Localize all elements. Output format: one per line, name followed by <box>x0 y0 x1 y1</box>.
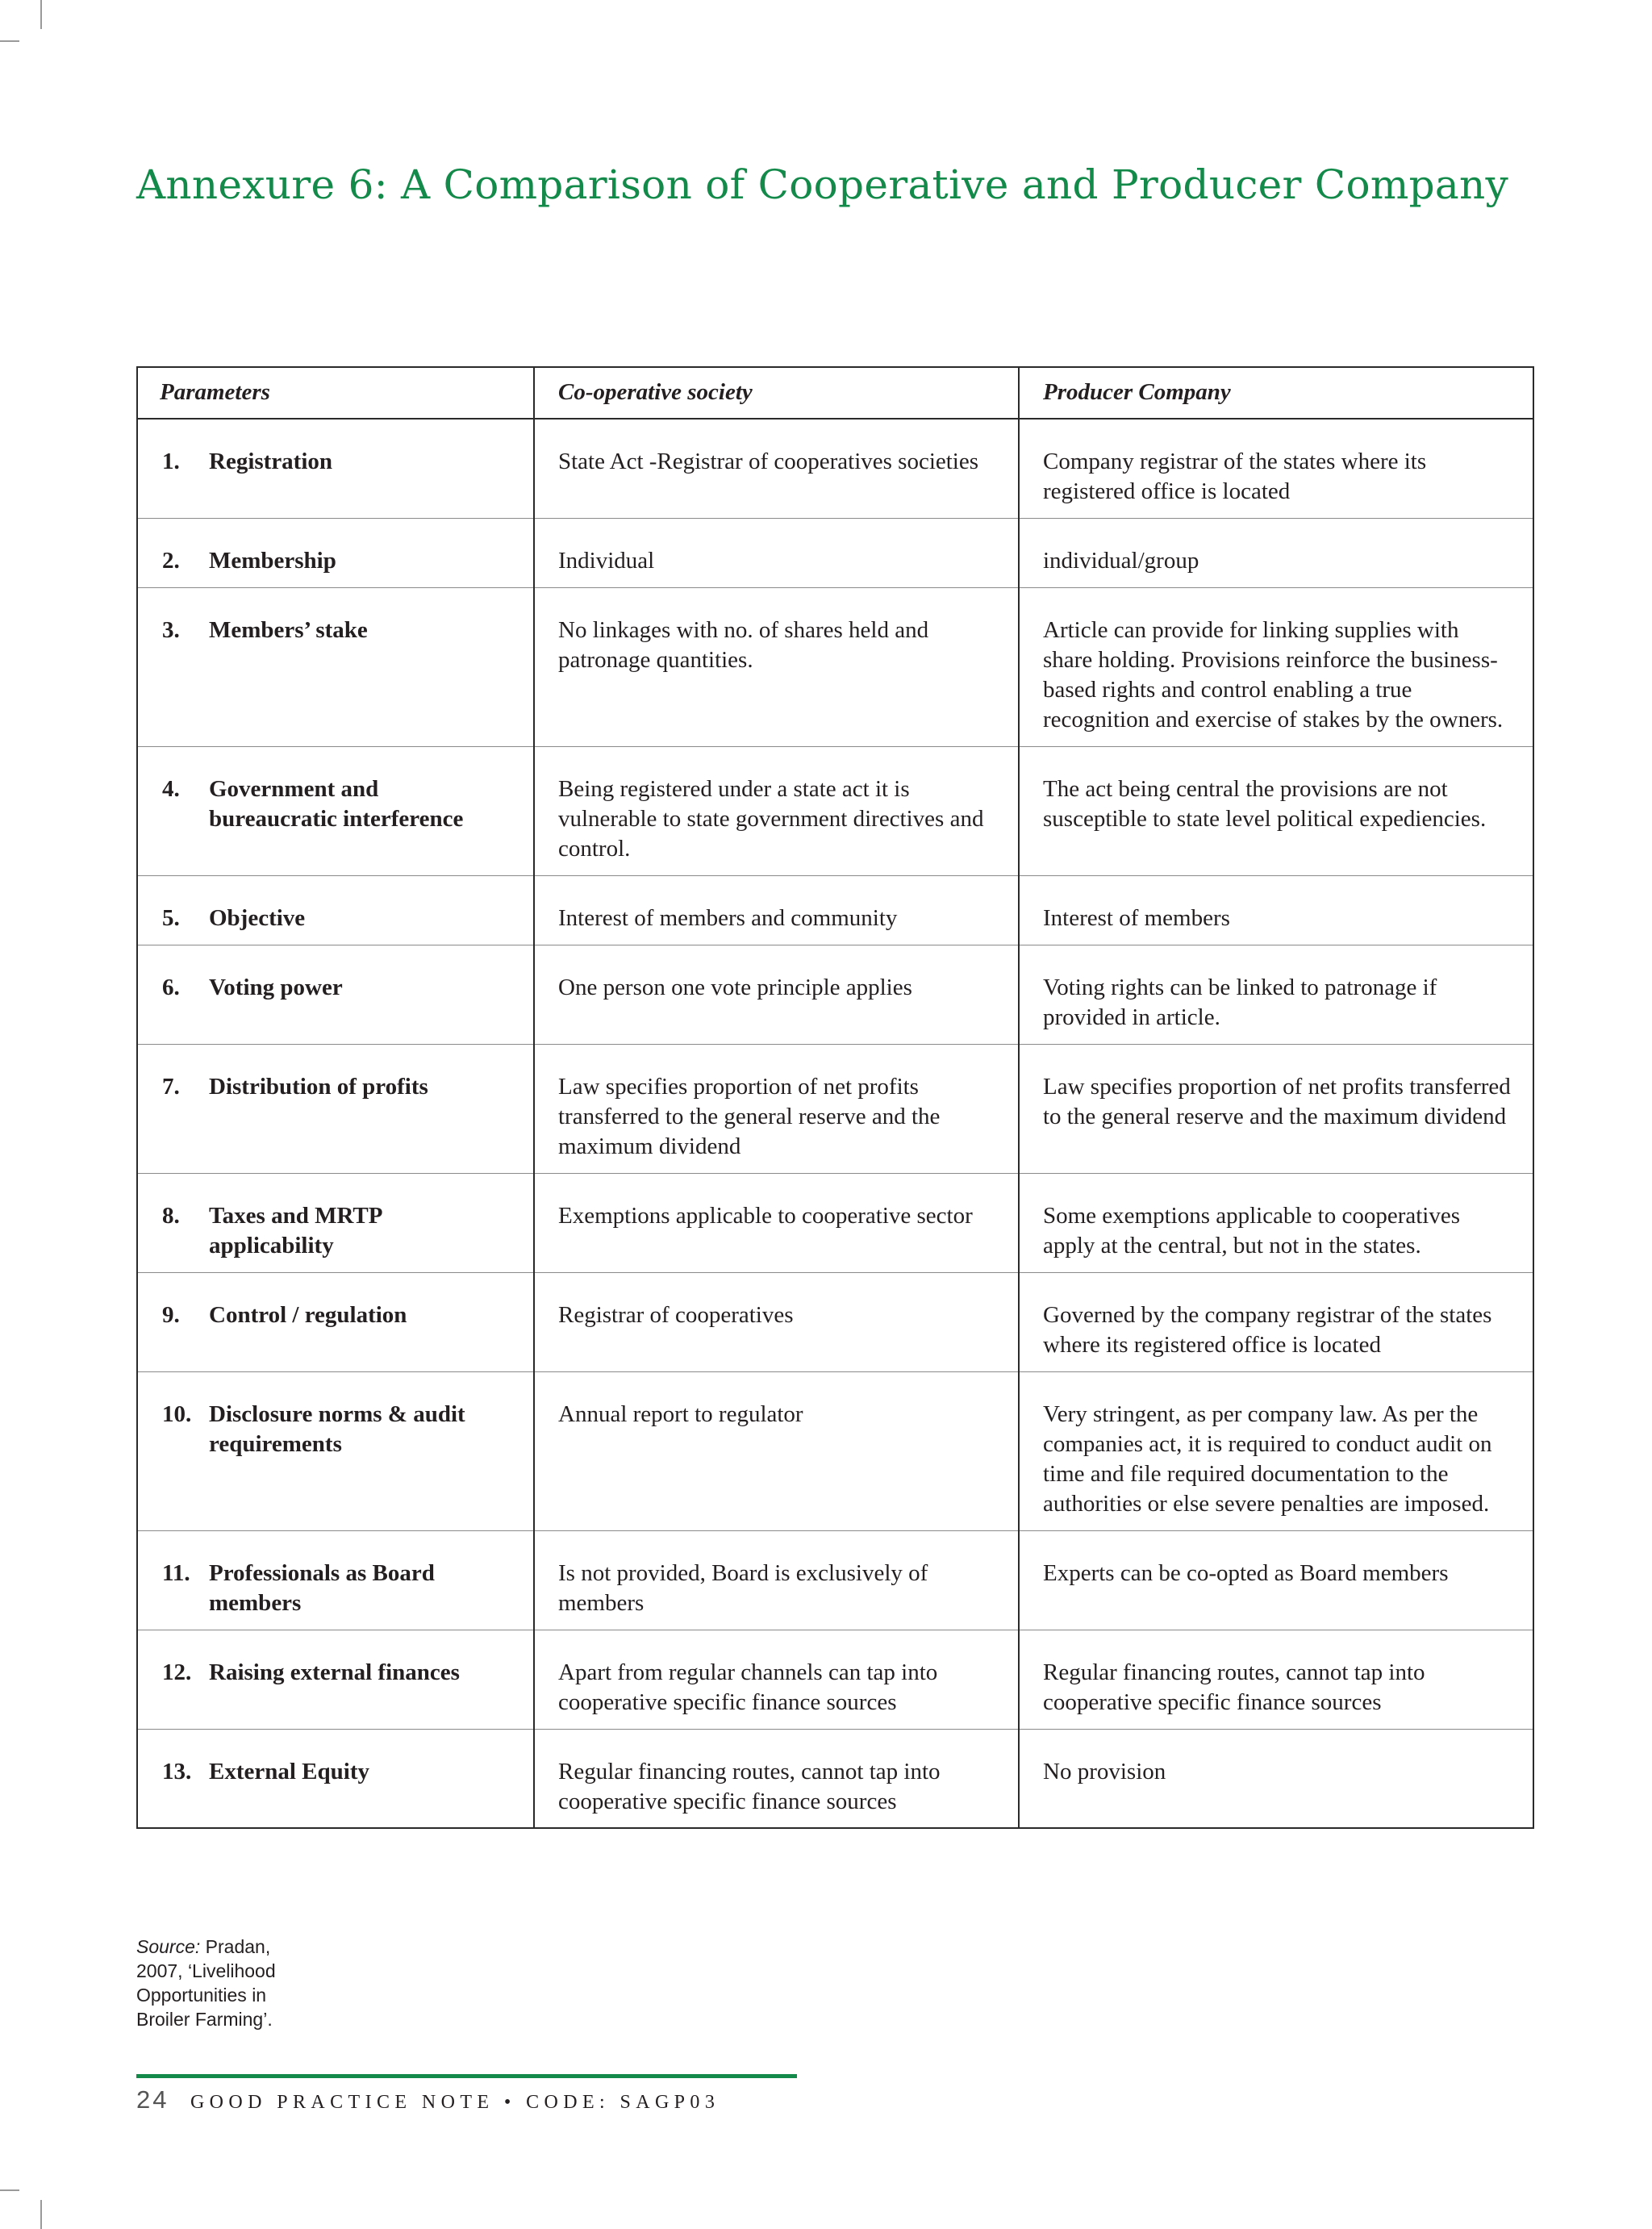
parameter-cell <box>136 747 534 876</box>
footer-text: GOOD PRACTICE NOTE • CODE: SAGP03 <box>190 2092 720 2113</box>
parameter-number: 4. <box>162 776 180 802</box>
cooperative-cell: State Act -Registrar of cooperatives societies <box>534 419 1019 519</box>
table-row <box>136 876 1534 945</box>
page-title: Annexure 6: A Comparison of Cooperative and Producer Company <box>136 161 1509 208</box>
parameter-label: Government and bureaucratic interference <box>209 776 464 832</box>
parameter-number: 5. <box>162 905 180 931</box>
cooperative-cell: Registrar of cooperatives <box>534 1273 1019 1372</box>
parameter-label: Disclosure norms & audit requirements <box>209 1401 465 1457</box>
parameter-cell <box>136 1531 534 1630</box>
producer-cell: No provision <box>1019 1730 1534 1829</box>
comparison-table <box>136 366 1534 1829</box>
table-body <box>136 419 1534 1829</box>
producer-cell: Interest of members <box>1019 876 1534 945</box>
parameter-label: Raising external finances <box>209 1659 460 1685</box>
producer-cell: Law specifies proportion of net profits transferred to the general reserve and the maximum dividend <box>1019 1045 1534 1174</box>
producer-cell: Experts can be co-opted as Board members <box>1019 1531 1534 1630</box>
producer-cell: Some exemptions applicable to cooperatives apply at the central, but not in the states. <box>1019 1174 1534 1273</box>
parameter-label: Taxes and MRTP applicability <box>209 1203 382 1259</box>
producer-cell: Voting rights can be linked to patronage if provided in article. <box>1019 945 1534 1045</box>
source-label: Source: <box>136 1936 201 1957</box>
parameter-cell <box>136 588 534 747</box>
parameter-number: 11. <box>162 1560 190 1586</box>
cooperative-cell: Apart from regular channels can tap into cooperative specific finance sources <box>534 1630 1019 1730</box>
cooperative-cell: Interest of members and community <box>534 876 1019 945</box>
header-cooperative-society: Co-operative society <box>534 366 1019 419</box>
parameter-label: Professionals as Board members <box>209 1560 435 1616</box>
table-row <box>136 1730 1534 1829</box>
table-row <box>136 747 1534 876</box>
table-row <box>136 519 1534 588</box>
parameter-cell <box>136 1730 534 1829</box>
cooperative-cell: One person one vote principle applies <box>534 945 1019 1045</box>
cooperative-cell: Exemptions applicable to cooperative sector <box>534 1174 1019 1273</box>
crop-mark-top-left-vertical <box>40 0 42 29</box>
parameter-label: Distribution of profits <box>209 1074 428 1100</box>
table-row <box>136 945 1534 1045</box>
parameter-cell <box>136 419 534 519</box>
parameter-cell <box>136 1630 534 1730</box>
source-note <box>136 1935 314 2031</box>
parameter-label: Membership <box>209 548 336 574</box>
table-row <box>136 1273 1534 1372</box>
parameter-cell <box>136 1273 534 1372</box>
cooperative-cell: Being registered under a state act it is vulnerable to state government directives and control. <box>534 747 1019 876</box>
cooperative-cell: Regular financing routes, cannot tap into cooperative specific finance sources <box>534 1730 1019 1829</box>
cooperative-cell: Annual report to regulator <box>534 1372 1019 1531</box>
header-producer-company: Producer Company <box>1019 366 1534 419</box>
crop-mark-bottom-left-horizontal <box>0 2189 19 2191</box>
parameter-number: 3. <box>162 617 180 643</box>
parameter-cell <box>136 1174 534 1273</box>
parameter-number: 12. <box>162 1659 192 1685</box>
table-row <box>136 419 1534 519</box>
producer-cell: Governed by the company registrar of the states where its registered office is located <box>1019 1273 1534 1372</box>
parameter-number: 6. <box>162 975 180 1000</box>
crop-mark-bottom-left-vertical <box>40 2200 42 2229</box>
parameter-number: 10. <box>162 1401 192 1427</box>
parameter-number: 13. <box>162 1759 192 1784</box>
parameter-cell <box>136 519 534 588</box>
parameter-number: 1. <box>162 449 180 474</box>
table-header-row <box>136 366 1534 419</box>
parameter-cell <box>136 945 534 1045</box>
header-parameters: Parameters <box>136 366 534 419</box>
parameter-label: Control / regulation <box>209 1302 407 1328</box>
cooperative-cell: No linkages with no. of shares held and patronage quantities. <box>534 588 1019 747</box>
producer-cell: Very stringent, as per company law. As per the companies act, it is required to conduct audit on time and file required documentation to the authorities or else severe penalties are imposed. <box>1019 1372 1534 1531</box>
parameter-label: Registration <box>209 449 333 474</box>
table-row <box>136 1174 1534 1273</box>
parameter-label: External Equity <box>209 1759 369 1784</box>
table-row <box>136 1045 1534 1174</box>
cooperative-cell: Individual <box>534 519 1019 588</box>
table-row <box>136 588 1534 747</box>
producer-cell: individual/group <box>1019 519 1534 588</box>
parameter-number: 2. <box>162 548 180 574</box>
footer <box>136 2085 720 2114</box>
table-row <box>136 1630 1534 1730</box>
cooperative-cell: Is not provided, Board is exclusively of members <box>534 1531 1019 1630</box>
parameter-number: 7. <box>162 1074 180 1100</box>
producer-cell: The act being central the provisions are not susceptible to state level political expediencies. <box>1019 747 1534 876</box>
producer-cell: Company registrar of the states where its registered office is located <box>1019 419 1534 519</box>
cooperative-cell: Law specifies proportion of net profits transferred to the general reserve and the maximum dividend <box>534 1045 1019 1174</box>
crop-mark-top-left-horizontal <box>0 40 19 42</box>
page-number: 24 <box>136 2085 169 2114</box>
parameter-cell <box>136 876 534 945</box>
parameter-number: 9. <box>162 1302 180 1328</box>
parameter-cell <box>136 1045 534 1174</box>
producer-cell: Article can provide for linking supplies with share holding. Provisions reinforce the business-based rights and control enabling a true recognition and exercise of stakes by the owners. <box>1019 588 1534 747</box>
footer-rule <box>136 2074 797 2078</box>
table-row <box>136 1531 1534 1630</box>
parameter-label: Members’ stake <box>209 617 368 643</box>
parameter-cell <box>136 1372 534 1531</box>
parameter-number: 8. <box>162 1203 180 1229</box>
source-text: Pradan, 2007, ‘Livelihood Opportunities in Broiler Farming’. <box>136 1936 276 2030</box>
producer-cell: Regular financing routes, cannot tap into cooperative specific finance sources <box>1019 1630 1534 1730</box>
table-row <box>136 1372 1534 1531</box>
parameter-label: Objective <box>209 905 306 931</box>
parameter-label: Voting power <box>209 975 343 1000</box>
